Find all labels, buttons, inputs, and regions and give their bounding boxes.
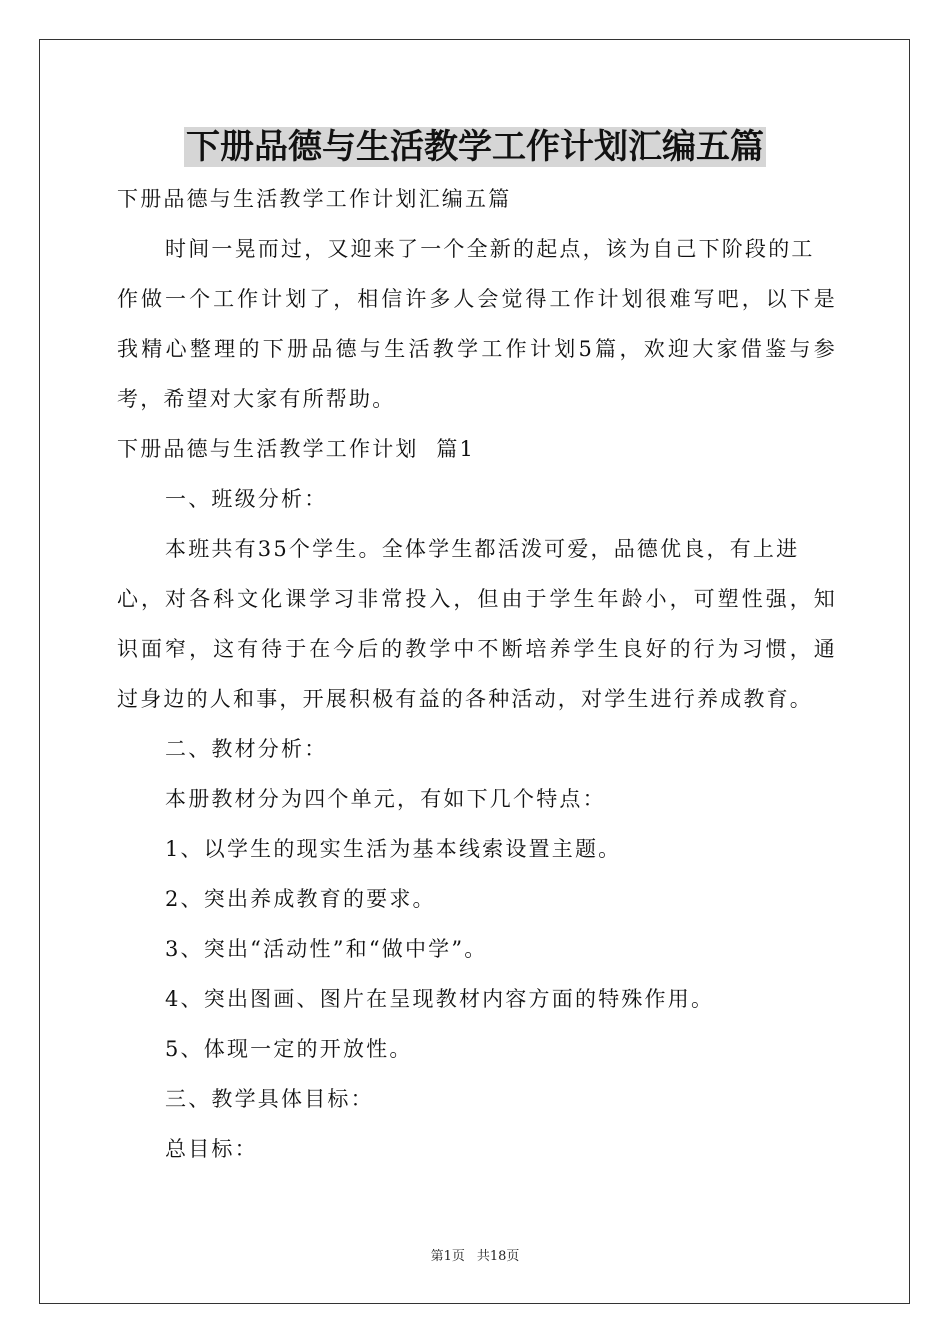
intro-line: 我精心整理的下册品德与生活教学工作计划5篇，欢迎大家借鉴与参 bbox=[117, 337, 837, 361]
document-title-text: 下册品德与生活教学工作计划汇编五篇 bbox=[186, 127, 764, 167]
heading-class-analysis: 一、班级分析： bbox=[165, 487, 328, 511]
intro-line: 时间一晃而过，又迎来了一个全新的起点，该为自己下阶段的工 bbox=[165, 237, 815, 261]
document-subtitle: 下册品德与生活教学工作计划汇编五篇 bbox=[117, 187, 512, 211]
intro-line: 作做一个工作计划了，相信许多人会觉得工作计划很难写吧，以下是 bbox=[117, 287, 837, 311]
paragraph-line: 过身边的人和事，开展积极有益的各种活动，对学生进行养成教育。 bbox=[117, 687, 813, 711]
paragraph-line: 心，对各科文化课学习非常投入，但由于学生年龄小，可塑性强，知 bbox=[117, 587, 837, 611]
general-goal-label: 总目标： bbox=[165, 1137, 258, 1161]
section-heading: 下册品德与生活教学工作计划 篇1 bbox=[117, 437, 476, 461]
heading-material-analysis: 二、教材分析： bbox=[165, 737, 328, 761]
feature-item: 2、突出养成教育的要求。 bbox=[165, 887, 436, 911]
paragraph-line: 本班共有35个学生。全体学生都活泼可爱，品德优良，有上进 bbox=[165, 537, 800, 561]
feature-item: 1、以学生的现实生活为基本线索设置主题。 bbox=[165, 837, 622, 861]
document-title bbox=[0, 122, 950, 172]
feature-item: 5、体现一定的开放性。 bbox=[165, 1037, 413, 1061]
page-number: 第1页 bbox=[430, 1249, 465, 1264]
page-total: 共18页 bbox=[476, 1249, 520, 1264]
paragraph-line: 识面窄，这有待于在今后的教学中不断培养学生良好的行为习惯，通 bbox=[117, 637, 837, 661]
page-border bbox=[39, 39, 910, 1304]
feature-item: 4、突出图画、图片在呈现教材内容方面的特殊作用。 bbox=[165, 987, 715, 1011]
material-intro: 本册教材分为四个单元，有如下几个特点： bbox=[165, 787, 606, 811]
heading-teaching-goals: 三、教学具体目标： bbox=[165, 1087, 374, 1111]
feature-item: 3、突出“活动性”和“做中学”。 bbox=[165, 937, 488, 961]
intro-line: 考，希望对大家有所帮助。 bbox=[117, 387, 396, 411]
page-footer bbox=[0, 1247, 950, 1267]
